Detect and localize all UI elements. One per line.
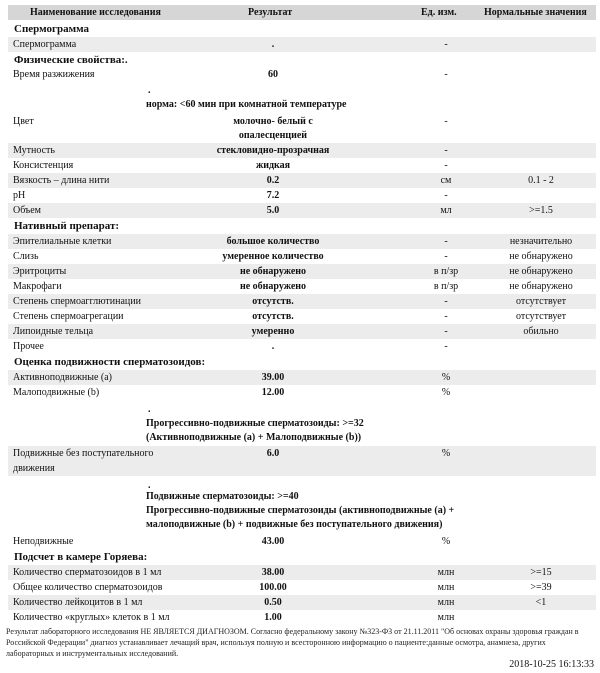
row-name: Эпителиальные клетки: [13, 236, 112, 247]
row-name: Прочее: [13, 341, 44, 352]
row-result: 60: [268, 69, 278, 80]
row-unit: -: [444, 326, 448, 337]
row-name: Слизь: [13, 251, 39, 262]
row-unit: млн: [437, 597, 455, 608]
table-row: [8, 370, 596, 385]
note-dot: .: [148, 404, 151, 415]
header-norm: Нормальные значения: [484, 7, 587, 18]
row-result: не обнаружено: [239, 266, 307, 277]
table-row: [8, 324, 596, 339]
row-norm: >=1.5: [529, 205, 553, 216]
table-row: [8, 595, 596, 610]
table-row: [8, 37, 596, 52]
note-dot: .: [148, 480, 151, 491]
row-result-line2: опалесценцией: [238, 130, 308, 141]
row-name: Вязкость – длина нити: [13, 175, 110, 186]
table-row: [8, 158, 596, 173]
note-dot: .: [148, 85, 151, 96]
table-row: [8, 173, 596, 188]
row-unit: -: [444, 341, 448, 352]
row-result: отсутств.: [252, 296, 294, 307]
row-norm: <1: [535, 597, 547, 608]
row-name: Время разжижения: [13, 69, 95, 80]
row-unit: мл: [440, 205, 452, 216]
row-result: .: [271, 341, 275, 352]
row-unit: млн: [437, 582, 455, 593]
row-result: 38.00: [261, 567, 285, 578]
progressive-norm-note-2: (Активноподвижные (a) + Малоподвижные (b)): [146, 432, 362, 443]
row-result: 12.00: [261, 387, 285, 398]
row-name: Неподвижные: [13, 536, 74, 547]
row-name: Активноподвижные (a): [13, 372, 112, 383]
row-unit: см: [440, 175, 452, 186]
row-unit: млн: [437, 612, 455, 623]
row-name: Количество «круглых» клеток в 1 мл: [13, 612, 170, 623]
table-row: [8, 264, 596, 279]
table-row: [8, 279, 596, 294]
row-name: Макрофаги: [13, 281, 62, 292]
row-norm: не обнаружено: [509, 281, 573, 292]
row-unit: млн: [437, 567, 455, 578]
table-row: [8, 610, 596, 625]
row-result: молочно- белый с: [233, 116, 313, 127]
row-norm: не обнаружено: [509, 266, 573, 277]
table-row: [8, 309, 596, 324]
header-unit: Ед. изм.: [421, 7, 457, 18]
row-unit: %: [441, 448, 451, 459]
row-result: умеренно: [251, 326, 295, 337]
row-unit: -: [444, 160, 448, 171]
row-unit: -: [444, 311, 448, 322]
row-result: 6.0: [266, 448, 280, 459]
table-row: [8, 249, 596, 264]
row-name: Цвет: [13, 116, 34, 127]
header-name: Наименование исследования: [30, 7, 161, 18]
row-result: .: [271, 39, 275, 50]
row-result: 5.0: [266, 205, 280, 216]
row-name: Эритроциты: [13, 266, 67, 277]
table-row: [8, 446, 596, 461]
row-result: 0.2: [266, 175, 280, 186]
row-name: Степень спермоагрегации: [13, 311, 124, 322]
table-row: [8, 385, 596, 400]
row-name: Количество сперматозоидов в 1 мл: [13, 567, 162, 578]
row-unit: %: [441, 387, 451, 398]
section-spermogram: Спермограмма: [14, 23, 89, 35]
row-result: 39.00: [261, 372, 285, 383]
section-native: Нативный препарат:: [14, 220, 120, 232]
row-result: отсутств.: [252, 311, 294, 322]
report-timestamp: 2018-10-25 16:13:33: [509, 659, 594, 670]
row-norm: обильно: [523, 326, 559, 337]
table-row: [8, 339, 596, 354]
row-result: 0.50: [264, 597, 282, 608]
header-result: Результат: [248, 7, 293, 18]
row-name: pH: [13, 190, 26, 201]
row-unit: -: [444, 190, 448, 201]
row-norm: >=15: [530, 567, 552, 578]
table-row-continued: [8, 461, 596, 476]
progressive-norm-note: Прогрессивно-подвижные сперматозоиды: >=32: [146, 418, 364, 429]
row-name: Количество лейкоцитов в 1 мл: [13, 597, 143, 608]
row-name: Подвижные без поступательного: [13, 448, 154, 459]
row-norm: отсутствует: [515, 296, 567, 307]
row-unit: %: [441, 372, 451, 383]
row-norm: отсутствует: [515, 311, 567, 322]
motile-norm-note-3: малоподвижные (b) + подвижные без поступательного движения): [146, 519, 443, 530]
table-row: [8, 143, 596, 158]
row-name: Общее количество сперматозоидов: [13, 582, 163, 593]
row-unit: -: [444, 69, 448, 80]
table-row: [8, 580, 596, 595]
row-unit: в п/зр: [433, 281, 459, 292]
row-unit: %: [441, 536, 451, 547]
motile-norm-note: Подвижные сперматозоиды: >=40: [146, 491, 299, 502]
row-norm: незначительно: [509, 236, 573, 247]
row-result: 100.00: [259, 582, 287, 593]
section-goryaev: Подсчет в камере Горяева:: [14, 551, 148, 563]
row-name: Мутность: [13, 145, 55, 156]
disclaimer-text: Результат лабораторного исследования НЕ ЯВЛЯЕТСЯ ДИАГНОЗОМ. Согласно федеральному закону №323-ФЗ от 21.11.2011 "Об основах охраны здоровья граждан в Российской Федерации" диагноз устанавливает лечащий врач, используя полную и всесторонною информацию о пациенте:данные осмотра, анамнеза, других лабораторных и инструментальных исследований.: [6, 627, 579, 658]
row-unit: -: [444, 236, 448, 247]
table-row-continued: [8, 128, 596, 143]
row-name: Спермограмма: [13, 39, 77, 50]
table-row: [8, 203, 596, 218]
row-result: 7.2: [266, 190, 280, 201]
row-norm: не обнаружено: [509, 251, 573, 262]
row-unit: -: [444, 145, 448, 156]
table-header: [8, 5, 596, 20]
row-name: Липоидные тельца: [13, 326, 94, 337]
row-result: умеренное количество: [222, 251, 324, 262]
row-result: стекловидно-прозрачная: [216, 145, 330, 156]
table-row: [8, 188, 596, 203]
table-row: [8, 534, 596, 549]
row-name: Объем: [13, 205, 41, 216]
table-row: [8, 234, 596, 249]
row-result: 1.00: [264, 612, 282, 623]
section-physical: Физические свойства:.: [14, 54, 128, 66]
section-motility: Оценка подвижности сперматозоидов:: [14, 356, 206, 368]
row-result: не обнаружено: [239, 281, 307, 292]
row-unit: -: [444, 39, 448, 50]
row-unit: в п/зр: [433, 266, 459, 277]
table-row: [8, 114, 596, 129]
row-norm: >=39: [530, 582, 552, 593]
row-norm: 0.1 - 2: [528, 175, 554, 186]
motile-norm-note-2: Прогрессивно-подвижные сперматозоиды (активноподвижные (а) +: [146, 505, 455, 516]
row-name-line2: движения: [13, 463, 55, 474]
liquefaction-norm-note: норма: <60 мин при комнатной температуре: [146, 99, 347, 110]
table-row: [8, 565, 596, 580]
row-unit: -: [444, 251, 448, 262]
table-row: [8, 67, 596, 82]
row-unit: -: [444, 296, 448, 307]
row-name: Консистенция: [13, 160, 74, 171]
table-row: [8, 294, 596, 309]
row-result: 43.00: [261, 536, 285, 547]
row-unit: -: [444, 116, 448, 127]
row-result: жидкая: [255, 160, 291, 171]
row-result: большое количество: [226, 236, 320, 247]
row-name: Малоподвижные (b): [13, 387, 100, 398]
row-name: Степень спермоагглютинации: [13, 296, 141, 307]
